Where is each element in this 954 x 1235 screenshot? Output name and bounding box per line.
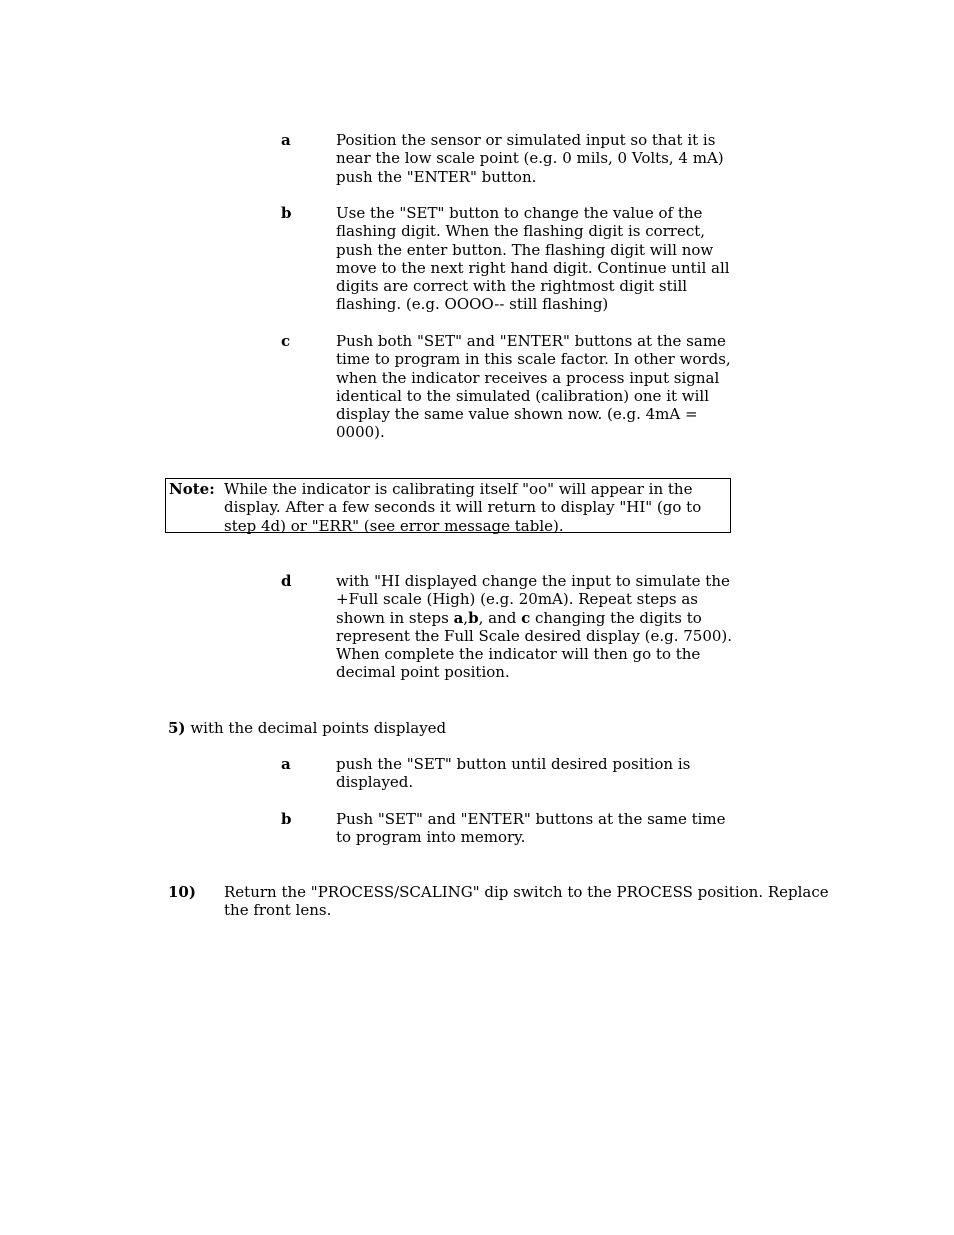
note-text: While the indicator is calibrating itself "oo" will appear in the display. After a few seconds it will return to display "HI" (go to step 4d) or "ERR" (see error message table). (224, 480, 702, 535)
step-d-text-part1: with "HI displayed change the input to simulate the +Full scale (High) (e.g. 20mA). Repeat steps as shown in steps (336, 572, 730, 627)
step-b-text: Use the "SET" button to change the value of the flashing digit. When the flashing digit is correct, push the enter button. The flashing digit will now move to the next right hand digit. Continue until all digits are correct with the rightmost digit still flashing. (e.g. OOOO-- still flashing) (336, 204, 730, 314)
step-ref-c: c (521, 608, 531, 627)
step-ref-comma: , (463, 608, 469, 627)
step-c-letter: c (281, 332, 291, 350)
section-5-heading (168, 719, 668, 737)
step-a-text: Position the sensor or simulated input so that it is near the low scale point (e.g. 0 mils, 0 Volts, 4 mA) push the "ENTER" button. (336, 131, 724, 186)
step-ref-b: b (468, 608, 479, 627)
note-box (165, 478, 731, 533)
section-5-text: with the decimal points displayed (190, 719, 447, 737)
section-10-text: Return the "PROCESS/SCALING" dip switch to the PROCESS position. Replace the front lens. (224, 883, 829, 920)
step-c-text: Push both "SET" and "ENTER" buttons at the same time to program in this scale factor. In other words, when the indicator receives a process input signal identical to the simulated (calibration) one it will display the same value shown now. (e.g. 4mA = 0000). (336, 332, 731, 442)
section-5-step-a-letter: a (281, 755, 291, 773)
step-d-text-part2: , and (478, 608, 522, 627)
step-ref-a: a (453, 608, 464, 627)
section-5-step-a-text: push the "SET" button until desired position is displayed. (336, 755, 691, 792)
section-5-step-b-letter: b (281, 810, 292, 828)
section-5-step-b-text: Push "SET" and "ENTER" buttons at the same time to program into memory. (336, 810, 726, 847)
step-a-letter: a (281, 131, 291, 149)
section-10-number: 10) (168, 883, 196, 901)
step-d-text-part3: changing the digits to represent the Full Scale desired display (e.g. 7500). When complete the indicator will then go to the decimal point position. (336, 608, 733, 682)
step-d-letter: d (281, 572, 292, 590)
note-label: Note: (169, 480, 215, 498)
step-d-text (336, 572, 736, 682)
section-5-number: 5) (168, 719, 186, 737)
step-b-letter: b (281, 204, 292, 222)
